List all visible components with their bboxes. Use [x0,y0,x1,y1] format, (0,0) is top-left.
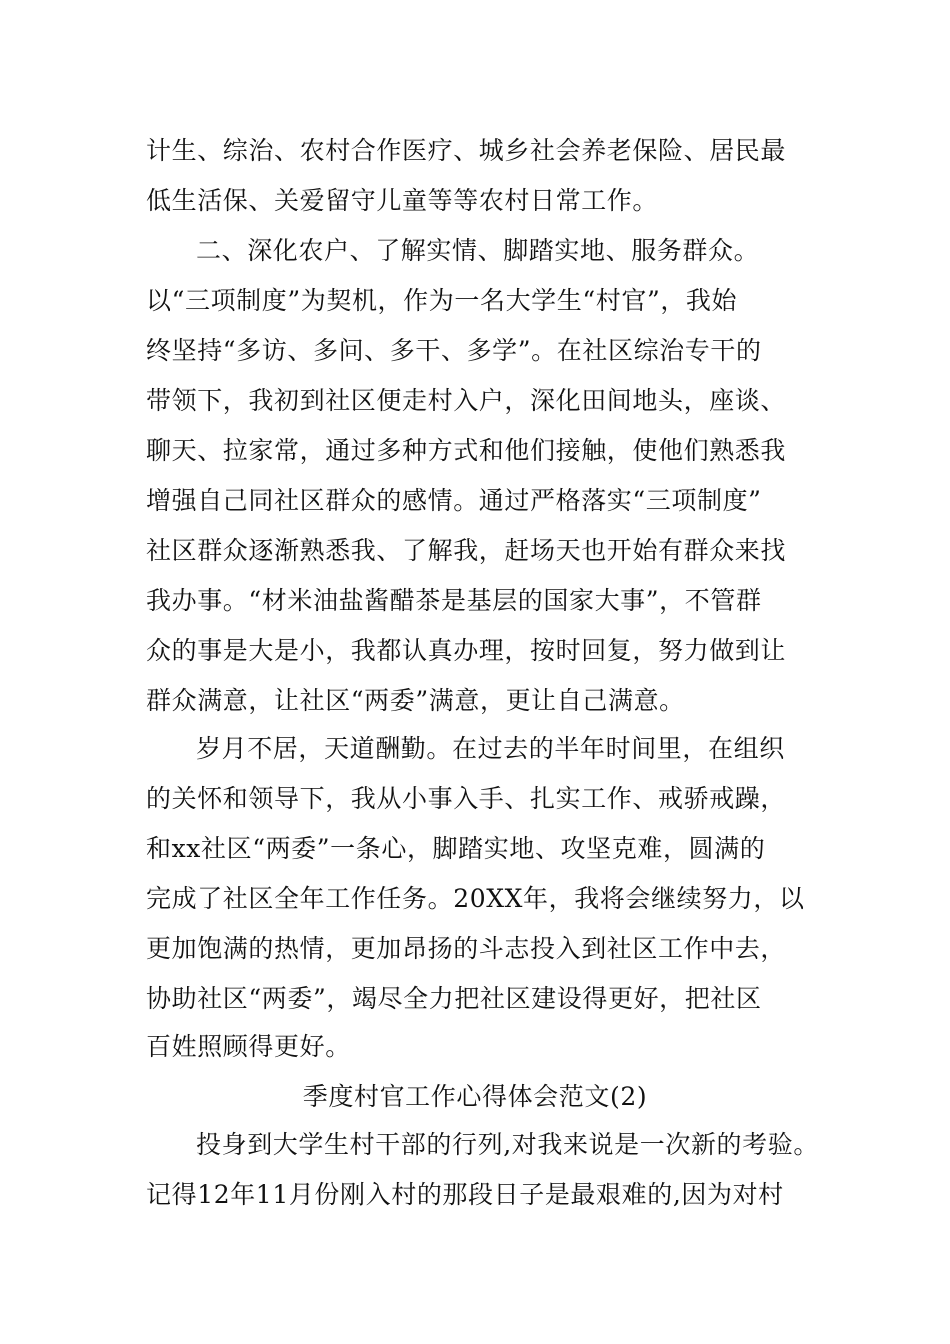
line-text: 计生、综治、农村合作医疗、城乡社会养老保险、居民最 [146,136,787,165]
line-text: 的关怀和领导下，我从小事入手、扎实工作、戒骄戒躁， [146,784,787,813]
line-text: 投身到大学生村干部的行列,对我来说是一次新的考验。 [196,1130,819,1159]
line-text: 季度村官工作心得体会范文(2) [302,1082,648,1111]
line-text: 二、深化农户、了解实情、脚踏实地、服务群众。 [196,236,760,265]
line-text: 完成了社区全年工作任务。20XX年，我将会继续努力，以 [146,884,805,913]
paragraph-line [146,326,850,376]
paragraph-line [146,774,850,824]
paragraph-line [146,526,850,576]
line-text: 以“三项制度”为契机，作为一名大学生“村官”，我始 [146,286,738,315]
paragraph-line [146,276,850,326]
paragraph-line [146,874,850,924]
section-heading [0,1072,950,1122]
paragraph-line [146,924,850,974]
line-text: 百姓照顾得更好。 [146,1032,351,1061]
paragraph-line [146,1022,850,1072]
paragraph-line [146,1170,850,1220]
paragraph-line [146,476,850,526]
paragraph-line [146,974,850,1024]
paragraph-line [146,676,850,726]
paragraph-line [146,376,850,426]
line-text: 低生活保、关爱留守儿童等等农村日常工作。 [146,186,659,215]
line-text: 我办事。“材米油盐酱醋茶是基层的国家大事”，不管群 [146,586,762,615]
paragraph-line [146,626,850,676]
line-text: 协助社区“两委”，竭尽全力把社区建设得更好，把社区 [146,984,762,1013]
paragraph-line [146,126,850,176]
paragraph-line [146,824,850,874]
line-text: 和xx社区“两委”一条心，脚踏实地、攻坚克难，圆满的 [146,834,766,863]
line-text: 记得12年11月份刚入村的那段日子是最艰难的,因为对村 [146,1180,784,1209]
line-text: 更加饱满的热情，更加昂扬的斗志投入到社区工作中去， [146,934,787,963]
paragraph-line [196,1120,850,1170]
line-text: 增强自己同社区群众的感情。通过严格落实“三项制度” [146,486,762,515]
line-text: 众的事是大是小，我都认真办理，按时回复，努力做到让 [146,636,787,665]
line-text: 岁月不居，天道酬勤。在过去的半年时间里，在组织 [196,734,785,763]
paragraph-line [146,576,850,626]
line-text: 聊天、拉家常，通过多种方式和他们接触，使他们熟悉我 [146,436,787,465]
paragraph-line [196,724,850,774]
line-text: 带领下，我初到社区便走村入户，深化田间地头，座谈、 [146,386,787,415]
line-text: 终坚持“多访、多问、多干、多学”。在社区综治专干的 [146,336,762,365]
line-text: 社区群众逐渐熟悉我、了解我，赶场天也开始有群众来找 [146,536,787,565]
line-text: 群众满意，让社区“两委”满意，更让自己满意。 [146,686,685,715]
paragraph-line [146,426,850,476]
paragraph-line [196,226,850,276]
paragraph-line [146,176,850,226]
